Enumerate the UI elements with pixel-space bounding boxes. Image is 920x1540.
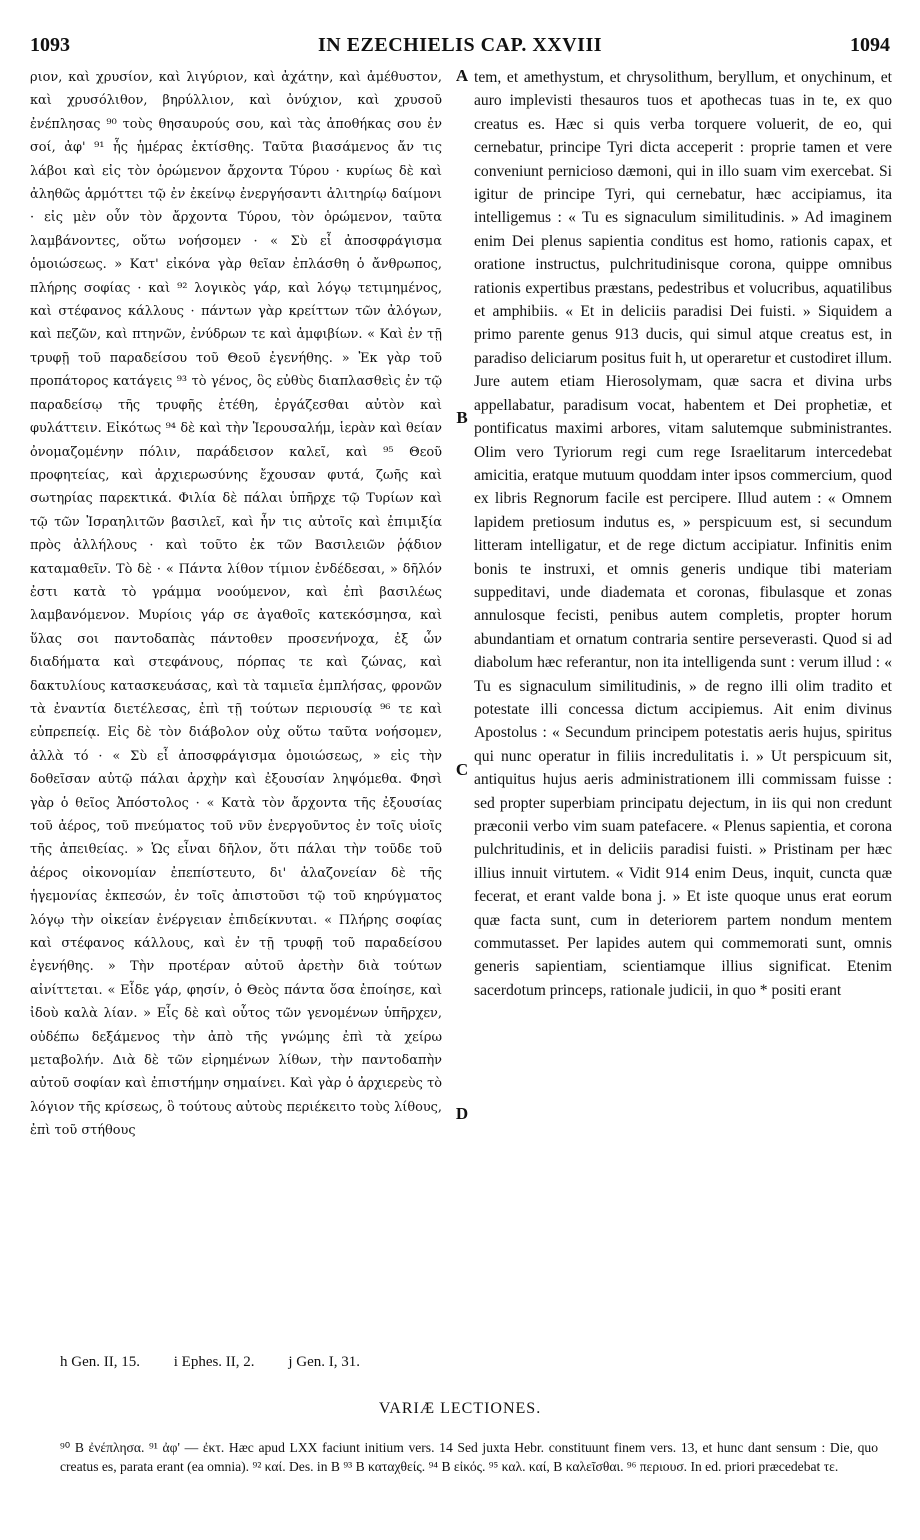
right-page-number: 1094 bbox=[850, 34, 890, 56]
margin-marker-b: B bbox=[456, 408, 468, 427]
greek-text: ριον, καὶ χρυσίον, καὶ λιγύριον, καὶ ἀχάτην, καὶ ἀμέθυστον, καὶ χρυσόλιθον, βηρύλλιον, καὶ ὀνύχιον, καὶ χρυσοῦ ἐνέπλησας ⁹⁰ τοὺς θησαυρούς σου, καὶ τὰς ἀποθήκας σου ἐν σοί, ἀφ' ⁹¹ ἧς ἡμέρας ἐκτίσθης. Ταῦτα βιασάμενος ἄν τις λάβοι καὶ εἰς τὸν ὁρώμενον ἄρχοντα Τύρου · κυρίως δὲ καὶ ἀληθῶς ἁρμόττει τῷ ἐν ἐκείνῳ ἐνεργήσαντι ἀλιτηρίῳ δαίμονι · εἰς μὲν οὖν τὸν ἄρχοντα Τύρου, τὸν ὁρώμενον, ταῦτα λαμβάνοντες, οὕτω νοήσομεν · « Σὺ εἶ ἀποσφράγισμα ὁμοιώσεως. » Κατ' εἰκόνα γὰρ θεῖαν ἐπλάσθη ὁ ἄνθρωπος, πλήρης σοφίας · καὶ ⁹² λογικὸς γάρ, καὶ λόγῳ τετιμημένος, καὶ στέφανος κάλλους · πάντων γὰρ κρείττων τῶν ἀλόγων, καὶ πεζῶν, καὶ πτηνῶν, ἐνύδρων τε καὶ ἀμφιβίων. « Καὶ ἐν τῇ τρυφῇ τοῦ παραδείσου τοῦ Θεοῦ ἐγενήθης. » Ἐκ γὰρ τοῦ προπάτορος κατάγεις ⁹³ τὸ γένος, ὃς εὐθὺς διαπλασθεὶς ἐν τῷ παραδείσῳ τῆς τρυφῆς ἐτέθη, ἐργάζεσθαι αὐτὸν καὶ φυλάττειν. Εἰκότως ⁹⁴ δὲ καὶ τὴν Ἱερουσαλήμ, ἱερὰν καὶ θείαν ὀνομαζομένην πόλιν, παράδεισον καλεῖ, καὶ ⁹⁵ Θεοῦ προφητείας, καὶ ἀρχιερωσύνης ἔχουσαν φυτά, ζωῆς καὶ σωτηρίας παρεκτικά. Φιλία δὲ πάλαι ὑπῆρχε τῷ Τυρίων καὶ τῷ τῶν Ἰσραηλιτῶν βασιλεῖ, καὶ ἦν τις αὐτοῖς καὶ ἐπιμιξία πρὸς ἀλλήλους · καὶ τοῦτο ἐκ τῶν Βασιλειῶν ῥᾴδιον καταμαθεῖν. Τὸ δὲ · « Πάντα λίθον τίμιον ἐνδέδεσαι, » δῆλόν ἐστι κατὰ τὸ γράμμα νοούμενον, καὶ ἐπὶ βασιλέως λαμβανόμενον. Μυρίοις γάρ σε ἀγαθοῖς κατεκόσμησα, καὶ ὕλας σοι παντοδαπὰς πάντοθεν προσενήνοχα, ἐξ ὧν διαδήματα καὶ στεφάνους, πόρπας τε καὶ ζώνας, καὶ δακτυλίους κατασκευάσας, καὶ τὰ ταμιεῖα ἐμπλήσας, φρονῶν τὰ ἐναντία διετέλεσας, ἐπὶ τῇ τούτων περιουσίᾳ ⁹⁶ τε καὶ εὐπρεπείᾳ. Εἰς δὲ τὸν διάβολον οὐχ οὕτω ταῦτα νοήσομεν, ἀλλὰ τό · « Σὺ εἶ ἀποσφράγισμα ὁμοιώσεως, » εἰς τὴν δοθεῖσαν αὐτῷ πάλαι ἀρχὴν καὶ ἐξουσίαν ληψόμεθα. Φησὶ γὰρ ὁ θεῖος Ἀπόστολος · « Κατὰ τὸν ἄρχοντα τῆς ἐξουσίας τοῦ ἀέρος, τοῦ πνεύματος τοῦ νῦν ἐνεργοῦντος ἐν τοῖς υἱοῖς τῆς ἀπειθείας. » Ὡς εἶναι δῆλον, ὅτι πάλαι τὴν τοῦδε τοῦ ἀέρος οἰκονομίαν ἐπεπίστευτο, δι' ἀλαζονείαν δὲ τῆς ἡγεμονίας ἐκπεσών, ἐν τοῖς ἀπιστοῦσι τῷ τοῦ κηρύγματος λόγῳ τὴν οἰκείαν ἐνέργειαν ἐπιδείκνυται. « Πλήρης σοφίας καὶ στέφανος κάλλους, καὶ ἐν τῇ τρυφῇ τοῦ παραδείσου ἐγενήθης. » Τὴν προτέραν αὐτοῦ ἀρετὴν διὰ τούτων αἰνίττεται. « Εἶδε γάρ, φησίν, ὁ Θεὸς πάντα ὅσα ἐποίησε, καὶ ἰδοὺ καλὰ λίαν. » Εἷς δὲ καὶ οὗτος τῶν γενομένων ὑπῆρχεν, οὐδέπω δεξάμενος τὴν ἀπὸ τῆς γνώμης ἐπὶ τὰ χείρω μεταβολήν. Διὰ δὲ τῶν εἰρημένων λίθων, τὴν παντοδαπὴν αὐτοῦ σοφίαν καὶ ἐπιστήμην σημαίνει. Καὶ γὰρ ὁ ἀρχιερεὺς τὸ λόγιον τῆς κρίσεως, ὃ τούτους αὐτοὺς περιέκειτο τοὺς λίθους, ἐπὶ τοῦ στήθους bbox=[30, 70, 442, 1139]
variae-text: ⁹⁰ B ἐνέπλησα. ⁹¹ ἀφ' — ἐκτ. Hæc apud LXX faciunt initium vers. 14 Sed juxta Hebr. constituunt finem vers. 13, et hunc dant sensum : Die, quo creatus es, parata erant (ea omnia). ⁹² καί. Des. in B ⁹³ B καταχθείς. ⁹⁴ B εἰκός. ⁹⁵ καλ. καί, B καλεῖσθαι. ⁹⁶ περιουσ. In ed. priori præcedebat τε. bbox=[60, 1440, 878, 1474]
footnote-h: h Gen. II, 15. bbox=[60, 1354, 140, 1370]
variae-lectiones-title: VARIÆ LECTIONES. bbox=[378, 1400, 542, 1417]
running-header bbox=[30, 34, 890, 64]
left-page-number: 1093 bbox=[30, 34, 70, 56]
page-title: IN EZECHIELIS CAP. XXVIII bbox=[317, 34, 603, 56]
margin-marker-c: C bbox=[455, 760, 469, 779]
latin-column bbox=[474, 66, 892, 1002]
footnote-j: j Gen. I, 31. bbox=[288, 1354, 360, 1370]
latin-text: tem, et amethystum, et chrysolithum, beryllum, et onychinum, et auro implevisti thesauros tuos et apothecas tuas in te, ex quo creatus es. Hæc si quis verba torquere voluerit, de eo, qui cernebatur, principe Tyri dicta acceperit : proprie tamen et vere conveniunt pernicioso dæmoni, qui in illo suam vim exercebat. Si igitur de principe Tyri, qui cernebatur, hæc accipiamus, ita intelligemus : « Tu es signaculum similitudinis. » Ad imaginem enim Dei plenus sapientia conditus est homo, rationis capax, et oratione instructus, pulchritudinisque corona, quippe omnibus rationis expertibus præstans, pedestribus et volucribus, aquatilibus et amphibiis. « Et in deliciis paradisi Dei fuisti. » Siquidem a primo parente genus 913 ducis, qui simul atque creatus est, in paradiso deliciarum positus fuit h, ut operaretur et custodiret illum. Jure autem etiam Hierosolymam, quæ sacra et divina urbs appellabatur, paradisum vocat, habentem et Dei prophetiæ, et pontificatus maximi arbores, vitam salutemque subministrantes. Olim vero Tyriorum regi cum rege Israelitarum intercedebat amicitia, eratque mutuum quoddam inter ipsos commercium, quod ex libris Regnorum facile est percipere. Illud autem : « Omnem lapidem pretiosum indutus es, » perspicuum est, si secundum litteram intelligatur, et de rege dictum accipiatur. Infinitis enim bonis te instruxi, et omnis generis undique tibi materiam suppeditavi, unde diademata et coronas, fibulasque et zonas annulosque fecisti, penibus autem completis, propter horum abundantiam et ornatum contraria sentire perseverasti. Quod si ad diabolum hæc referantur, non ita intelligenda sunt : verum illud : « Tu es signaculum similitudinis, » de regno illi olim tradito et potestate illi concessa dictum accipiemus. Ait enim divinus Apostolus : « Secundum principem potestatis aeris hujus, spiritus qui nunc operatur in filiis incredulitatis i. » Ut perspicuum sit, antiquitus hujus aeris administrationem illi commissam fuisse : sed propter superbiam principatu dejectum, in iis qui non credunt præconii verbo vim suam patefacere. « Plenus sapientia, et corona pulchritudinis, et in deliciis paradisi fuisti. » Pristinam per hæc illius innuit virtutem. « Vidit 914 enim Deus, inquit, cuncta quæ fecerat, et erant valde bona j. » Et iste quoque unus erat eorum quæ facta sunt, cum in deteriorem partem nondum mentem commutasset. Per lapides autem qui commemorati sunt, omnis generis sapientiam, scientiamque illius significat. Etenim sacerdotum princeps, rationale judicii, in quo * positi erant bbox=[474, 69, 892, 999]
footnote-i: i Ephes. II, 2. bbox=[173, 1354, 255, 1370]
greek-column bbox=[30, 66, 442, 1143]
variae-lectiones bbox=[60, 1438, 878, 1476]
footnotes bbox=[60, 1354, 660, 1371]
margin-marker-a: A bbox=[455, 66, 469, 85]
margin-marker-d: D bbox=[455, 1104, 469, 1123]
